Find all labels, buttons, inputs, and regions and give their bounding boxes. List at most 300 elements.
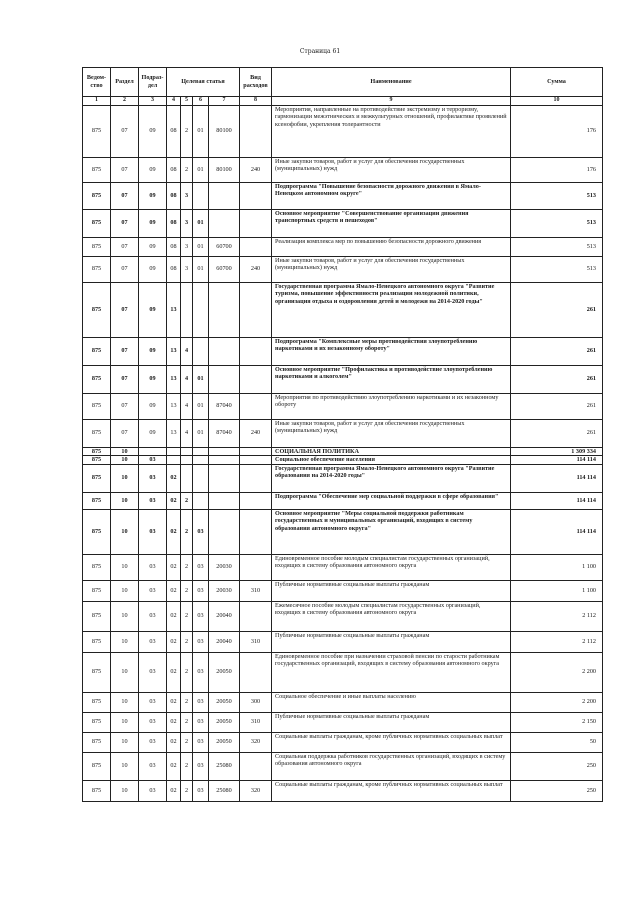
- cell-target-subprogram: 2: [181, 509, 193, 554]
- cell-target-event: [193, 337, 209, 365]
- cell-podrazdel: 03: [139, 652, 167, 692]
- cell-target-program: 02: [167, 580, 181, 601]
- cell-target-direction: [209, 492, 240, 509]
- cell-target-direction: 87040: [209, 393, 240, 419]
- cell-podrazdel: 03: [139, 692, 167, 712]
- cell-vid-rashodov: [240, 752, 272, 780]
- cell-target-direction: [209, 282, 240, 337]
- cell-razdel: 10: [111, 464, 139, 492]
- cell-target-event: 01: [193, 365, 209, 393]
- cell-target-event: 01: [193, 419, 209, 447]
- cell-ved: 875: [83, 464, 111, 492]
- cell-sum: 114 114: [511, 456, 603, 465]
- cell-sum: 2 112: [511, 601, 603, 631]
- cell-razdel: 10: [111, 712, 139, 732]
- cell-vid-rashodov: 320: [240, 780, 272, 801]
- cell-target-direction: 20030: [209, 554, 240, 580]
- cell-razdel: 07: [111, 393, 139, 419]
- cell-name: Основное мероприятие "Совершенствование организации движения транспортных средств и пешеходов": [272, 209, 511, 237]
- cell-sum: 250: [511, 780, 603, 801]
- cell-name: Публичные нормативные социальные выплаты гражданам: [272, 712, 511, 732]
- cell-razdel: 10: [111, 554, 139, 580]
- cell-vid-rashodov: 240: [240, 157, 272, 182]
- cell-podrazdel: [139, 447, 167, 456]
- cell-target-subprogram: 3: [181, 182, 193, 209]
- cell-target-program: 02: [167, 652, 181, 692]
- cell-target-event: 01: [193, 105, 209, 157]
- cell-target-direction: 87040: [209, 419, 240, 447]
- cell-target-event: [193, 447, 209, 456]
- cell-name: Реализация комплекса мер по повышению безопасности дорожного движения: [272, 237, 511, 256]
- cell-vid-rashodov: 320: [240, 732, 272, 752]
- cell-podrazdel: 03: [139, 732, 167, 752]
- cell-sum: 261: [511, 393, 603, 419]
- cell-sum: 1 100: [511, 580, 603, 601]
- cell-target-event: [193, 492, 209, 509]
- cell-ved: 875: [83, 157, 111, 182]
- cell-vid-rashodov: [240, 447, 272, 456]
- cell-ved: 875: [83, 393, 111, 419]
- cell-target-program: 08: [167, 237, 181, 256]
- cell-target-program: 02: [167, 692, 181, 712]
- cell-razdel: 10: [111, 580, 139, 601]
- cell-name: Государственная программа Ямало-Ненецкого автономного округа "Развитие туризма, повышение эффективности реализации молодежной политики, организация отдыха и оздоровления детей и молодежи на 2014-2020 годы": [272, 282, 511, 337]
- col-number: 10: [511, 97, 603, 106]
- cell-vid-rashodov: [240, 237, 272, 256]
- table-row: [83, 365, 603, 393]
- cell-target-subprogram: 2: [181, 752, 193, 780]
- cell-target-subprogram: [181, 456, 193, 465]
- cell-target-direction: 25080: [209, 752, 240, 780]
- cell-target-event: 03: [193, 732, 209, 752]
- cell-target-subprogram: 2: [181, 780, 193, 801]
- cell-target-program: 13: [167, 337, 181, 365]
- cell-vid-rashodov: [240, 182, 272, 209]
- cell-name: Единовременное пособие молодым специалистам государственных организаций, входящих в систему образования автономного округа: [272, 554, 511, 580]
- cell-razdel: 10: [111, 631, 139, 652]
- cell-razdel: 10: [111, 509, 139, 554]
- cell-target-direction: 60700: [209, 237, 240, 256]
- cell-target-direction: 20050: [209, 692, 240, 712]
- cell-sum: 261: [511, 419, 603, 447]
- cell-sum: 250: [511, 752, 603, 780]
- cell-target-program: 02: [167, 509, 181, 554]
- cell-vid-rashodov: [240, 464, 272, 492]
- cell-target-subprogram: 3: [181, 237, 193, 256]
- cell-name: Социальная поддержка работников государственных организаций, входящих в систему образования автономного округа: [272, 752, 511, 780]
- table-row: [83, 237, 603, 256]
- cell-razdel: 10: [111, 447, 139, 456]
- cell-target-subprogram: [181, 447, 193, 456]
- cell-vid-rashodov: 310: [240, 580, 272, 601]
- cell-target-event: 03: [193, 554, 209, 580]
- cell-razdel: 07: [111, 365, 139, 393]
- cell-sum: 114 114: [511, 492, 603, 509]
- cell-podrazdel: 09: [139, 393, 167, 419]
- cell-target-event: 01: [193, 209, 209, 237]
- cell-target-event: 01: [193, 256, 209, 282]
- cell-target-program: 02: [167, 464, 181, 492]
- cell-razdel: 07: [111, 419, 139, 447]
- cell-target-direction: 80100: [209, 105, 240, 157]
- cell-vid-rashodov: [240, 554, 272, 580]
- cell-name: Основное мероприятие "Профилактика и противодействие злоупотреблению наркотиками и алкоголем": [272, 365, 511, 393]
- cell-name: Публичные нормативные социальные выплаты гражданам: [272, 580, 511, 601]
- cell-name: Публичные нормативные социальные выплаты гражданам: [272, 631, 511, 652]
- cell-target-subprogram: 2: [181, 631, 193, 652]
- cell-ved: 875: [83, 337, 111, 365]
- cell-ved: 875: [83, 447, 111, 456]
- cell-target-program: 13: [167, 365, 181, 393]
- cell-target-program: 13: [167, 393, 181, 419]
- cell-target-event: 03: [193, 601, 209, 631]
- cell-target-subprogram: 2: [181, 601, 193, 631]
- cell-target-subprogram: 4: [181, 419, 193, 447]
- cell-ved: 875: [83, 631, 111, 652]
- cell-sum: 114 114: [511, 509, 603, 554]
- cell-ved: 875: [83, 419, 111, 447]
- cell-vid-rashodov: 240: [240, 256, 272, 282]
- cell-podrazdel: 03: [139, 712, 167, 732]
- cell-target-subprogram: 2: [181, 157, 193, 182]
- cell-sum: 1 309 334: [511, 447, 603, 456]
- cell-name: Социальное обеспечение населения: [272, 456, 511, 465]
- cell-name: Мероприятия по противодействию злоупотреблению наркотиками и их незаконному обороту: [272, 393, 511, 419]
- cell-razdel: 07: [111, 182, 139, 209]
- table-row: [83, 157, 603, 182]
- cell-podrazdel: 03: [139, 492, 167, 509]
- cell-ved: 875: [83, 456, 111, 465]
- col-number: 6: [193, 97, 209, 106]
- cell-name: Ежемесячное пособие молодым специалистам государственных организаций, входящих в систему образования автономного округа: [272, 601, 511, 631]
- table-row: [83, 652, 603, 692]
- cell-podrazdel: 09: [139, 209, 167, 237]
- column-number-row: [83, 97, 603, 106]
- cell-vid-rashodov: [240, 282, 272, 337]
- cell-name: Иные закупки товаров, работ и услуг для обеспечения государственных (муниципальных) нужд: [272, 256, 511, 282]
- cell-target-program: 08: [167, 209, 181, 237]
- cell-sum: 176: [511, 105, 603, 157]
- cell-sum: 1 100: [511, 554, 603, 580]
- cell-ved: 875: [83, 752, 111, 780]
- cell-target-direction: [209, 337, 240, 365]
- cell-target-direction: 20040: [209, 601, 240, 631]
- cell-target-subprogram: [181, 282, 193, 337]
- cell-vid-rashodov: [240, 209, 272, 237]
- header-ved: Ведом-ство: [83, 68, 111, 97]
- cell-target-program: 02: [167, 631, 181, 652]
- cell-target-program: 02: [167, 601, 181, 631]
- table-row: [83, 580, 603, 601]
- cell-target-event: 03: [193, 692, 209, 712]
- cell-target-direction: 80100: [209, 157, 240, 182]
- cell-sum: 261: [511, 365, 603, 393]
- cell-target-event: [193, 282, 209, 337]
- cell-podrazdel: 09: [139, 256, 167, 282]
- cell-ved: 875: [83, 256, 111, 282]
- cell-podrazdel: 09: [139, 419, 167, 447]
- cell-vid-rashodov: 240: [240, 419, 272, 447]
- cell-name: Иные закупки товаров, работ и услуг для обеспечения государственных (муниципальных) нужд: [272, 157, 511, 182]
- cell-target-subprogram: 2: [181, 492, 193, 509]
- col-number: 2: [111, 97, 139, 106]
- cell-target-program: 08: [167, 157, 181, 182]
- table-row: [83, 182, 603, 209]
- table-row: [83, 712, 603, 732]
- cell-vid-rashodov: [240, 105, 272, 157]
- cell-ved: 875: [83, 692, 111, 712]
- cell-target-direction: 25080: [209, 780, 240, 801]
- cell-target-program: [167, 447, 181, 456]
- table-row: [83, 601, 603, 631]
- table-row: [83, 419, 603, 447]
- cell-razdel: 10: [111, 732, 139, 752]
- cell-sum: 2 112: [511, 631, 603, 652]
- cell-razdel: 07: [111, 209, 139, 237]
- cell-target-event: 03: [193, 652, 209, 692]
- cell-target-subprogram: 2: [181, 105, 193, 157]
- cell-ved: 875: [83, 282, 111, 337]
- cell-ved: 875: [83, 780, 111, 801]
- cell-target-program: 02: [167, 732, 181, 752]
- cell-sum: 261: [511, 337, 603, 365]
- cell-target-direction: [209, 509, 240, 554]
- table-row: [83, 447, 603, 456]
- cell-razdel: 07: [111, 337, 139, 365]
- cell-podrazdel: 03: [139, 580, 167, 601]
- cell-name: Государственная программа Ямало-Ненецкого автономного округа "Развитие образования на 2014-2020 годы": [272, 464, 511, 492]
- header-name: Наименование: [272, 68, 511, 97]
- cell-sum: 2 200: [511, 652, 603, 692]
- cell-ved: 875: [83, 601, 111, 631]
- cell-target-event: 03: [193, 712, 209, 732]
- cell-razdel: 07: [111, 282, 139, 337]
- cell-target-event: [193, 182, 209, 209]
- cell-target-program: 08: [167, 105, 181, 157]
- cell-name: Подпрограмма "Комплексные меры противодействия злоупотреблению наркотиками и их незаконному обороту": [272, 337, 511, 365]
- cell-podrazdel: 03: [139, 509, 167, 554]
- cell-target-program: 13: [167, 419, 181, 447]
- cell-ved: 875: [83, 209, 111, 237]
- cell-vid-rashodov: 300: [240, 692, 272, 712]
- cell-razdel: 10: [111, 780, 139, 801]
- cell-razdel: 07: [111, 157, 139, 182]
- cell-vid-rashodov: [240, 509, 272, 554]
- cell-ved: 875: [83, 554, 111, 580]
- cell-target-event: 03: [193, 509, 209, 554]
- table-row: [83, 492, 603, 509]
- cell-razdel: 10: [111, 692, 139, 712]
- cell-vid-rashodov: [240, 652, 272, 692]
- header-razdel: Раздел: [111, 68, 139, 97]
- header-target-article: Целевая статья: [167, 68, 240, 97]
- cell-target-subprogram: 4: [181, 393, 193, 419]
- cell-target-event: 01: [193, 393, 209, 419]
- cell-sum: 176: [511, 157, 603, 182]
- cell-sum: 513: [511, 237, 603, 256]
- cell-vid-rashodov: 310: [240, 631, 272, 652]
- table-row: [83, 337, 603, 365]
- cell-razdel: 10: [111, 456, 139, 465]
- col-number: 1: [83, 97, 111, 106]
- cell-target-program: 08: [167, 182, 181, 209]
- cell-name: Основное мероприятие "Меры социальной поддержки работникам государственных и муниципальных организаций, входящих в систему образования автономного округа": [272, 509, 511, 554]
- cell-sum: 513: [511, 209, 603, 237]
- cell-target-program: 02: [167, 780, 181, 801]
- cell-target-direction: 20050: [209, 652, 240, 692]
- cell-vid-rashodov: 310: [240, 712, 272, 732]
- cell-name: Единовременное пособие при назначении страховой пенсии по старости работникам государственных организаций, входящих в систему образования автономного округа: [272, 652, 511, 692]
- cell-name: Подпрограмма "Обеспечение мер социальной поддержки в сфере образования": [272, 492, 511, 509]
- table-row: [83, 393, 603, 419]
- cell-target-direction: [209, 209, 240, 237]
- header-sum: Сумма: [511, 68, 603, 97]
- table-row: [83, 692, 603, 712]
- cell-vid-rashodov: [240, 456, 272, 465]
- cell-razdel: 07: [111, 237, 139, 256]
- table-row: [83, 554, 603, 580]
- cell-target-event: 01: [193, 237, 209, 256]
- cell-podrazdel: 09: [139, 365, 167, 393]
- cell-ved: 875: [83, 732, 111, 752]
- table-row: [83, 105, 603, 157]
- cell-target-event: 01: [193, 157, 209, 182]
- cell-podrazdel: 03: [139, 780, 167, 801]
- cell-name: Мероприятия, направленные на противодействие экстремизму и терроризму, гармонизации межэтнических и межкультурных отношений, профилактике проявлений ксенофобии, укрепления толерантности: [272, 105, 511, 157]
- cell-target-subprogram: [181, 464, 193, 492]
- cell-name: СОЦИАЛЬНАЯ ПОЛИТИКА: [272, 447, 511, 456]
- cell-target-program: 02: [167, 492, 181, 509]
- cell-name: Социальное обеспечение и иные выплаты населению: [272, 692, 511, 712]
- cell-sum: 114 114: [511, 464, 603, 492]
- cell-podrazdel: 09: [139, 105, 167, 157]
- cell-ved: 875: [83, 182, 111, 209]
- header-podrazdel: Подраз-дел: [139, 68, 167, 97]
- cell-podrazdel: 09: [139, 237, 167, 256]
- cell-target-subprogram: 2: [181, 554, 193, 580]
- cell-target-subprogram: 2: [181, 692, 193, 712]
- cell-target-event: 03: [193, 780, 209, 801]
- cell-vid-rashodov: [240, 492, 272, 509]
- table-row: [83, 209, 603, 237]
- cell-razdel: 10: [111, 492, 139, 509]
- cell-sum: 513: [511, 182, 603, 209]
- cell-ved: 875: [83, 365, 111, 393]
- budget-table: [82, 67, 603, 802]
- cell-target-subprogram: 2: [181, 580, 193, 601]
- cell-target-subprogram: 2: [181, 732, 193, 752]
- cell-podrazdel: 09: [139, 337, 167, 365]
- cell-vid-rashodov: [240, 337, 272, 365]
- cell-razdel: 10: [111, 752, 139, 780]
- col-number: 4: [167, 97, 181, 106]
- cell-sum: 50: [511, 732, 603, 752]
- table-row: [83, 509, 603, 554]
- table-row: [83, 256, 603, 282]
- cell-target-direction: 20050: [209, 732, 240, 752]
- cell-ved: 875: [83, 712, 111, 732]
- cell-podrazdel: 03: [139, 752, 167, 780]
- cell-name: Подпрограмма "Повышение безопасности дорожного движения в Ямало-Ненецком автономном округе": [272, 182, 511, 209]
- cell-ved: 875: [83, 652, 111, 692]
- cell-ved: 875: [83, 509, 111, 554]
- cell-target-event: [193, 456, 209, 465]
- cell-target-subprogram: 4: [181, 365, 193, 393]
- cell-target-direction: 20050: [209, 712, 240, 732]
- cell-ved: 875: [83, 237, 111, 256]
- page-number: Страница 61: [299, 48, 341, 55]
- cell-ved: 875: [83, 580, 111, 601]
- cell-sum: 261: [511, 282, 603, 337]
- cell-name: Иные закупки товаров, работ и услуг для обеспечения государственных (муниципальных) нужд: [272, 419, 511, 447]
- cell-target-subprogram: 4: [181, 337, 193, 365]
- table-row: [83, 752, 603, 780]
- cell-target-direction: [209, 447, 240, 456]
- table-row: [83, 464, 603, 492]
- header-vid: Вид расходов: [240, 68, 272, 97]
- cell-target-direction: [209, 365, 240, 393]
- cell-target-subprogram: 2: [181, 652, 193, 692]
- table-row: [83, 780, 603, 801]
- cell-podrazdel: 03: [139, 554, 167, 580]
- cell-name: Социальные выплаты гражданам, кроме публичных нормативных социальных выплат: [272, 780, 511, 801]
- cell-target-event: 03: [193, 752, 209, 780]
- cell-podrazdel: 09: [139, 282, 167, 337]
- cell-target-program: 08: [167, 256, 181, 282]
- cell-name: Социальные выплаты гражданам, кроме публичных нормативных социальных выплат: [272, 732, 511, 752]
- cell-podrazdel: 03: [139, 631, 167, 652]
- cell-target-program: 02: [167, 554, 181, 580]
- cell-vid-rashodov: [240, 601, 272, 631]
- cell-sum: 2 150: [511, 712, 603, 732]
- cell-target-direction: [209, 456, 240, 465]
- cell-sum: 513: [511, 256, 603, 282]
- cell-ved: 875: [83, 105, 111, 157]
- cell-target-program: 13: [167, 282, 181, 337]
- cell-target-direction: 20040: [209, 631, 240, 652]
- table-row: [83, 456, 603, 465]
- cell-target-event: 03: [193, 631, 209, 652]
- header-row: [83, 68, 603, 97]
- table-row: [83, 732, 603, 752]
- cell-target-program: 02: [167, 712, 181, 732]
- cell-ved: 875: [83, 492, 111, 509]
- cell-target-direction: 20030: [209, 580, 240, 601]
- cell-target-direction: [209, 182, 240, 209]
- cell-podrazdel: 03: [139, 601, 167, 631]
- cell-target-direction: 60700: [209, 256, 240, 282]
- table-row: [83, 631, 603, 652]
- cell-vid-rashodov: [240, 393, 272, 419]
- table-row: [83, 282, 603, 337]
- cell-podrazdel: 03: [139, 456, 167, 465]
- col-number: 5: [181, 97, 193, 106]
- cell-target-subprogram: 3: [181, 256, 193, 282]
- col-number: 8: [240, 97, 272, 106]
- cell-podrazdel: 03: [139, 464, 167, 492]
- cell-target-program: [167, 456, 181, 465]
- table-body: [83, 105, 603, 801]
- cell-vid-rashodov: [240, 365, 272, 393]
- col-number: 7: [209, 97, 240, 106]
- cell-target-event: 03: [193, 580, 209, 601]
- cell-target-direction: [209, 464, 240, 492]
- cell-target-program: 02: [167, 752, 181, 780]
- cell-sum: 2 200: [511, 692, 603, 712]
- cell-razdel: 07: [111, 105, 139, 157]
- cell-target-event: [193, 464, 209, 492]
- cell-razdel: 07: [111, 256, 139, 282]
